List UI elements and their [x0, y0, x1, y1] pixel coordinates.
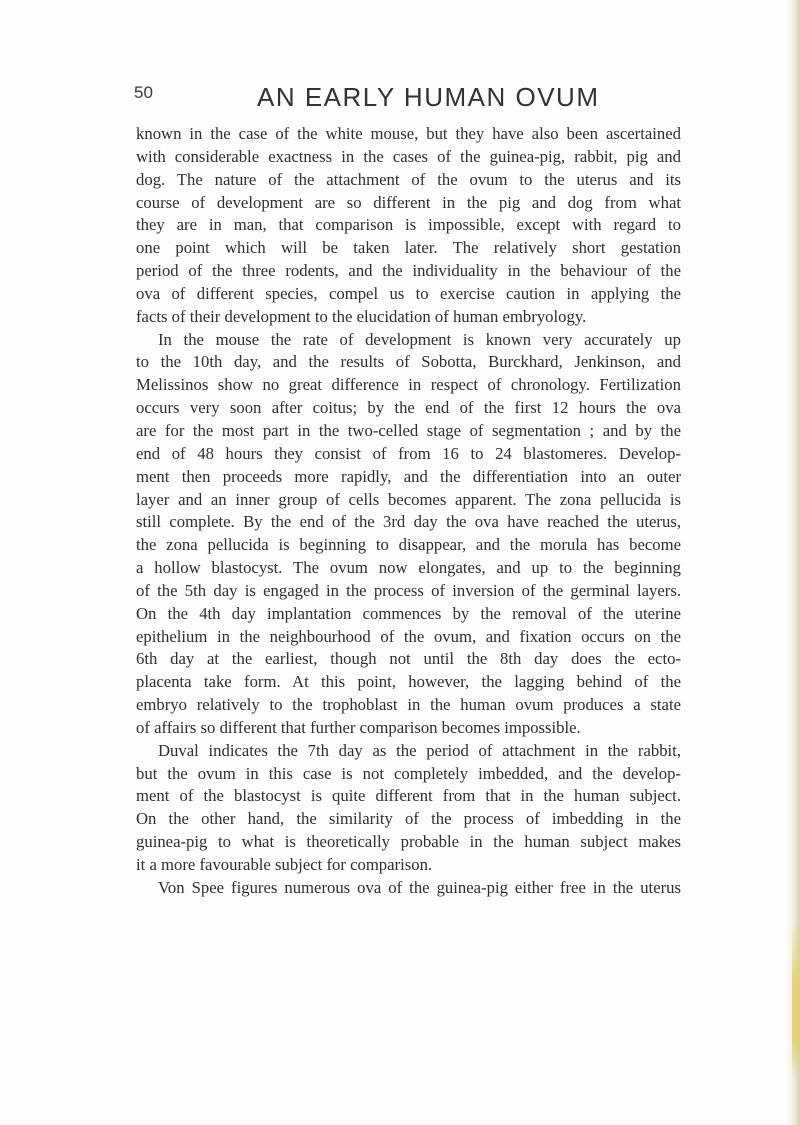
text-line: a hollow blastocyst. The ovum now elongates, and up to the beginning: [136, 558, 681, 578]
text-line: On the 4th day implantation commences by the removal of the uterine: [136, 603, 681, 623]
page-number: 50: [134, 83, 153, 102]
text-line: period of the three rodents, and the individuality in the behaviour of the: [136, 261, 681, 281]
text-line: layer and an inner group of cells becomes apparent. The zona pellucida is: [136, 489, 681, 509]
text-line: one point which will be taken later. The relatively short gestation: [136, 238, 681, 258]
text-line: still complete. By the end of the 3rd day the ova have reached the uterus,: [136, 512, 681, 532]
text-line: guinea-pig to what is theoretically probable in the human subject makes: [136, 832, 681, 852]
text-line: it a more favourable subject for comparison.: [136, 855, 433, 874]
text-line: 6th day at the earliest, though not until the 8th day does the ecto-: [136, 649, 681, 669]
text-line: facts of their development to the elucidation of human embryology.: [136, 306, 587, 326]
text-line: but the ovum in this case is not completely imbedded, and the develop-: [136, 763, 681, 783]
text-line: of affairs so different that further comparison becomes impossible.: [136, 717, 581, 737]
text-line: the zona pellucida is beginning to disappear, and the morula has become: [136, 535, 681, 555]
text-line: end of 48 hours they consist of from 16 to 24 blastomeres. Develop-: [136, 443, 681, 463]
text-line: of the 5th day is engaged in the process of inversion of the germinal layers.: [136, 580, 681, 600]
running-title: AN EARLY HUMAN OVUM: [257, 82, 600, 112]
text-line: known in the case of the white mouse, but they have also been ascertained: [136, 124, 681, 143]
text-line: Duval indicates the 7th day as the period of attachment in the rabbit,: [158, 740, 681, 760]
text-line: embryo relatively to the trophoblast in the human ovum produces a state: [136, 695, 681, 715]
text-line: with considerable exactness in the cases of the guinea-pig, rabbit, pig and: [136, 146, 681, 166]
text-line: are for the most part in the two-celled stage of segmentation ; and by the: [136, 420, 681, 440]
text-line: ment then proceeds more rapidly, and the differentiation into an outer: [136, 466, 681, 486]
text-line: ment of the blastocyst is quite different from that in the human subject.: [136, 786, 681, 806]
text-line: occurs very soon after coitus; by the end of the first 12 hours the ova: [136, 398, 681, 418]
text-line: dog. The nature of the attachment of the ovum to the uterus and its: [136, 169, 681, 189]
text-line: In the mouse the rate of development is known very accurately up: [158, 329, 681, 349]
page-edge-stain: [792, 920, 800, 1080]
body-text: [136, 123, 681, 900]
text-line: epithelium in the neighbourhood of the ovum, and fixation occurs on the: [136, 626, 681, 646]
text-line: Melissinos show no great difference in respect of chronology. Fertilization: [136, 375, 681, 395]
text-line: course of development are so different in the pig and dog from what: [136, 192, 681, 212]
text-line: ova of different species, compel us to exercise caution in applying the: [136, 283, 681, 303]
text-line: placenta take form. At this point, however, the lagging behind of the: [136, 672, 681, 692]
text-line: to the 10th day, and the results of Sobotta, Burckhard, Jenkinson, and: [136, 352, 681, 372]
text-line: Von Spee figures numerous ova of the guinea-pig either free in the uterus: [158, 877, 681, 897]
text-line: they are in man, that comparison is impossible, except with regard to: [136, 215, 681, 235]
text-line: On the other hand, the similarity of the process of imbedding in the: [136, 809, 681, 829]
